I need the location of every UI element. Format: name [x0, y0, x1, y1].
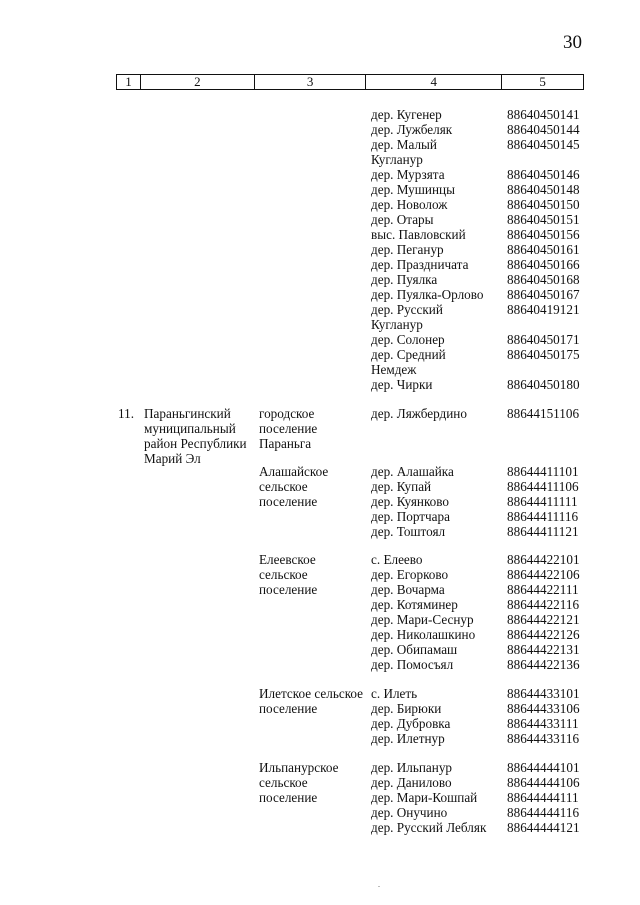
- settlement-name: дер. Праздничата: [371, 257, 469, 272]
- subdivision-name-line: поселение: [259, 701, 318, 716]
- settlement-name: дер. Пеганур: [371, 242, 444, 257]
- settlement-code: 88640419121: [507, 302, 580, 317]
- settlement-code: 88644422111: [507, 582, 579, 597]
- settlement-name: дер. Котяминер: [371, 597, 458, 612]
- subdivision-name-line: Алашайское: [259, 464, 329, 479]
- subdivision-name-line: Илетское сельское: [259, 686, 364, 701]
- settlement-name: дер. Средний: [371, 347, 446, 362]
- subdivision-name-line: поселение: [259, 790, 318, 805]
- settlement-code: 88644433111: [507, 716, 579, 731]
- subdivision-name-line: Параньга: [259, 436, 312, 451]
- settlement-name: дер. Дубровка: [371, 716, 451, 731]
- settlement-name: дер. Мушинцы: [371, 182, 455, 197]
- settlement-code: 88644422101: [507, 552, 580, 567]
- settlement-code: 88644444111: [507, 790, 579, 805]
- subdivision-name-line: сельское: [259, 479, 308, 494]
- page-number: 30: [563, 32, 582, 53]
- settlement-name: дер. Чирки: [371, 377, 433, 392]
- settlement-name: выс. Павловский: [371, 227, 466, 242]
- settlement-code: 88640450180: [507, 377, 580, 392]
- settlement-name: дер. Малый: [371, 137, 437, 152]
- settlement-code: 88640450144: [507, 122, 580, 137]
- settlement-code: 88644411101: [507, 464, 579, 479]
- settlement-name: дер. Русский: [371, 302, 443, 317]
- settlement-code: 88644433101: [507, 686, 580, 701]
- settlement-code: 88640450145: [507, 137, 580, 152]
- settlement-code: 88644411106: [507, 479, 579, 494]
- subdivision-name-line: поселение: [259, 494, 318, 509]
- settlement-name: Кугланур: [371, 152, 423, 167]
- settlement-code: 88640450151: [507, 212, 580, 227]
- settlement-name: дер. Портчара: [371, 509, 450, 524]
- subdivision-name-line: сельское: [259, 775, 308, 790]
- settlement-name: дер. Николашкино: [371, 627, 476, 642]
- settlement-code: 88640450148: [507, 182, 580, 197]
- settlement-name: дер. Солонер: [371, 332, 445, 347]
- settlement-code: 88640450171: [507, 332, 580, 347]
- column-header-3: 3: [254, 75, 366, 90]
- settlement-code: 88644411116: [507, 509, 579, 524]
- settlement-code: 88640450168: [507, 272, 580, 287]
- settlement-name: дер. Мари-Сеснур: [371, 612, 474, 627]
- settlement-code: 88640450156: [507, 227, 580, 242]
- district-number: 11.: [118, 406, 134, 421]
- settlement-code: 88640450175: [507, 347, 580, 362]
- settlement-name: дер. Ильпанур: [371, 760, 453, 775]
- settlement-name: Немдеж: [371, 362, 417, 377]
- settlement-code: 88640450141: [507, 107, 580, 122]
- settlement-code: 88644444116: [507, 805, 580, 820]
- settlement-name: дер. Бирюки: [371, 701, 442, 716]
- settlement-code: 88640450166: [507, 257, 580, 272]
- settlement-name: дер. Пуялка-Орлово: [371, 287, 484, 302]
- settlement-code: 88640450146: [507, 167, 580, 182]
- settlement-code: 88644422131: [507, 642, 580, 657]
- settlement-name: Кугланур: [371, 317, 423, 332]
- settlement-code: 88644444101: [507, 760, 580, 775]
- settlement-name: дер. Обипамаш: [371, 642, 458, 657]
- settlement-name: дер. Тоштоял: [371, 524, 446, 539]
- column-header-table: [116, 74, 584, 90]
- settlement-name: дер. Алашайка: [371, 464, 454, 479]
- column-header-5: 5: [502, 75, 584, 90]
- settlement-name: дер. Помосъял: [371, 657, 454, 672]
- settlement-name: дер. Илетнур: [371, 731, 445, 746]
- settlement-name: дер. Новолож: [371, 197, 448, 212]
- settlement-name: дер. Купай: [371, 479, 432, 494]
- subdivision-name-line: городское: [259, 406, 315, 421]
- settlement-code: 88644151106: [507, 406, 580, 421]
- scan-speck: [378, 886, 380, 887]
- column-header-2: 2: [140, 75, 254, 90]
- settlement-name: дер. Пуялка: [371, 272, 438, 287]
- settlement-name: дер. Вочарма: [371, 582, 445, 597]
- settlement-code: 88644422106: [507, 567, 580, 582]
- settlement-code: 88644422126: [507, 627, 580, 642]
- settlement-name: дер. Мари-Кошпай: [371, 790, 478, 805]
- settlement-code: 88640450161: [507, 242, 580, 257]
- settlement-code: 88644433106: [507, 701, 580, 716]
- settlement-name: с. Елеево: [371, 552, 423, 567]
- column-header-4: 4: [366, 75, 502, 90]
- settlement-code: 88644422136: [507, 657, 580, 672]
- subdivision-name-line: Ильпанурское: [259, 760, 339, 775]
- column-header-1: 1: [117, 75, 141, 90]
- district-name-line: Параньгинский: [144, 406, 231, 421]
- settlement-name: дер. Ляжбердино: [371, 406, 467, 421]
- settlement-code: 88644444121: [507, 820, 580, 835]
- district-name-line: Марий Эл: [144, 451, 201, 466]
- settlement-name: дер. Кугенер: [371, 107, 442, 122]
- settlement-name: дер. Русский Лебляк: [371, 820, 487, 835]
- district-name-line: муниципальный: [144, 421, 236, 436]
- settlement-name: дер. Данилово: [371, 775, 452, 790]
- settlement-name: дер. Отары: [371, 212, 434, 227]
- settlement-name: дер. Егорково: [371, 567, 449, 582]
- settlement-name: дер. Лужбеляк: [371, 122, 453, 137]
- settlement-code: 88644411121: [507, 524, 579, 539]
- subdivision-name-line: сельское: [259, 567, 308, 582]
- settlement-code: 88644422116: [507, 597, 580, 612]
- settlement-name: дер. Куянково: [371, 494, 450, 509]
- settlement-name: дер. Мурзята: [371, 167, 445, 182]
- settlement-code: 88644422121: [507, 612, 580, 627]
- subdivision-name-line: Елеевское: [259, 552, 316, 567]
- subdivision-name-line: поселение: [259, 582, 318, 597]
- settlement-name: с. Илеть: [371, 686, 418, 701]
- settlement-code: 88644444106: [507, 775, 580, 790]
- district-name-line: район Республики: [144, 436, 247, 451]
- settlement-code: 88644411111: [507, 494, 578, 509]
- subdivision-name-line: поселение: [259, 421, 318, 436]
- settlement-code: 88640450150: [507, 197, 580, 212]
- settlement-code: 88644433116: [507, 731, 580, 746]
- settlement-name: дер. Онучино: [371, 805, 448, 820]
- settlement-code: 88640450167: [507, 287, 580, 302]
